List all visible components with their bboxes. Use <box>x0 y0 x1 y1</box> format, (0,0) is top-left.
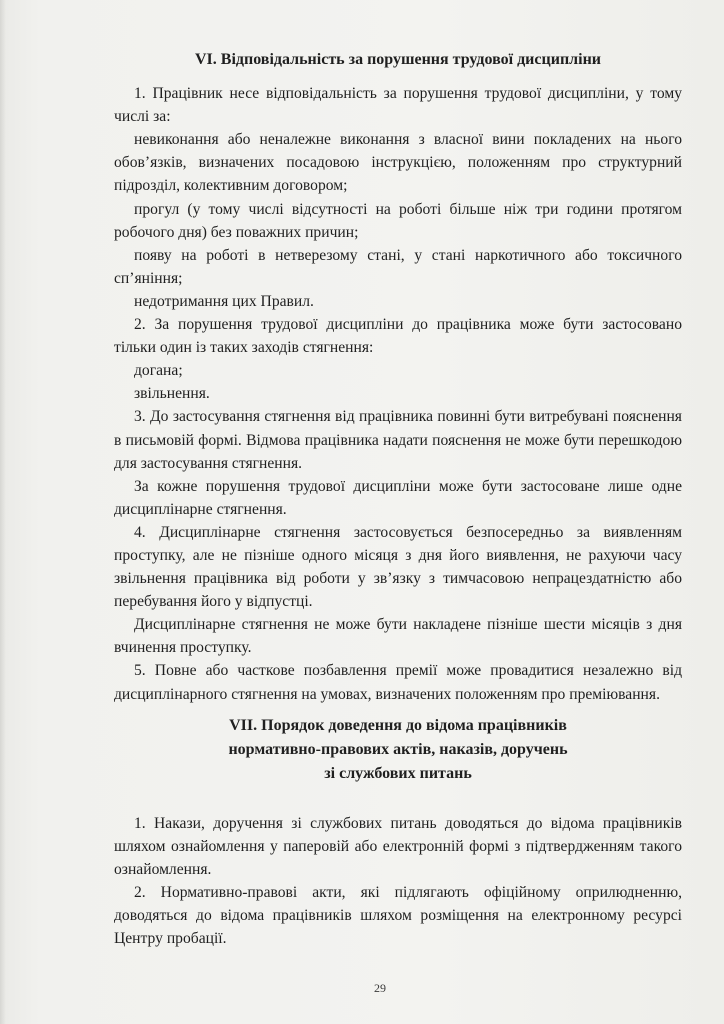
page-number: 29 <box>374 981 386 995</box>
section-7-title-line-3: зі службових питань <box>324 764 472 782</box>
section-6-title: VI. Відповідальність за порушення трудової дисципліни <box>194 51 602 68</box>
section-7-paragraph-2: 2. Нормативно-правові акти, які підлягають офіційному оприлюдненню, доводяться до відома працівників шляхом розміщення на електронному ресурсі Центру пробації. <box>114 883 682 948</box>
section-6-paragraph-6: 2. За порушення трудової дисципліни до працівника може бути застосовано тільки один із таких заходів стягнення: <box>114 316 682 357</box>
section-6-paragraph-13: 5. Повне або часткове позбавлення премії може провадитися незалежно від дисциплінарного стягнення на умовах, визначених положенням про преміювання. <box>114 662 682 703</box>
section-6-paragraph-12: Дисциплінарне стягнення не може бути накладене пізніше шести місяців з дня вчинення проступку. <box>114 616 682 657</box>
section-7-title-line-2: нормативно-правових актів, наказів, доручень <box>228 740 568 758</box>
section-6-paragraph-5: недотримання цих Правил. <box>134 292 314 310</box>
section-6-paragraph-8: звільнення. <box>134 385 210 403</box>
section-6-paragraph-9: 3. До застосування стягнення від працівника повинні бути витребувані пояснення в письмовій формі. Відмова працівника надати пояснення не може бути перешкодою для застосування стягнення. <box>114 408 682 472</box>
section-6-paragraph-2: невиконання або неналежне виконання з власної вини покладених на нього обов’язків, визначених посадовою інструкцією, положенням про структурний підрозділ, колективним договором; <box>114 131 682 195</box>
section-6-paragraph-3: прогул (у тому числі відсутності на роботі більше ніж три години протягом робочого дня) без поважних причин; <box>114 200 682 241</box>
page-content <box>114 48 682 950</box>
section-6-paragraph-11: 4. Дисциплінарне стягнення застосовується безпосередньо за виявленням проступку, але не пізніше одного місяця з дня його виявлення, не рахуючи часу звільнення працівника від роботи у зв’язку з тимчасовою непрацездатністю або перебування його у відпустці. <box>114 523 682 611</box>
section-6-paragraph-7: догана; <box>134 362 183 380</box>
section-7-title-line-1: VII. Порядок доведення до відома працівників <box>229 716 567 734</box>
section-6-paragraph-10: За кожне порушення трудової дисципліни може бути застосоване лише одне дисциплінарне стягнення. <box>114 477 682 518</box>
section-7-paragraph-1: 1. Накази, доручення зі службових питань доводяться до відома працівників шляхом ознайомлення у паперовій або електронній формі з підтвердженням такого ознайомлення. <box>114 814 682 878</box>
section-6-paragraph-4: появу на роботі в нетверезому стані, у стані наркотичного або токсичного сп’яніння; <box>114 246 682 287</box>
section-6-paragraph-1: 1. Працівник несе відповідальність за порушення трудової дисципліни, у тому числі за: <box>114 85 682 126</box>
